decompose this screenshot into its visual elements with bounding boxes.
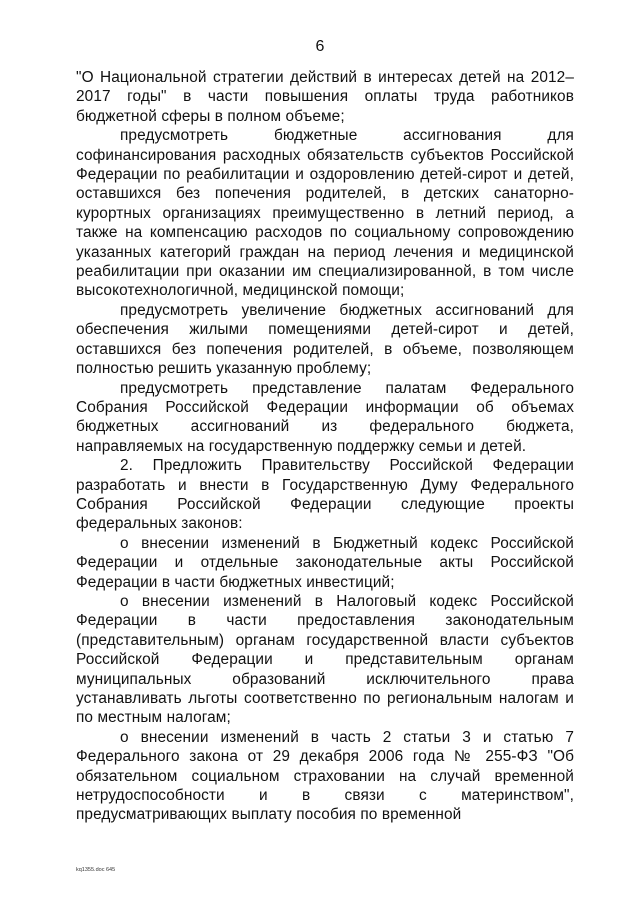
page-number: 6	[315, 38, 325, 55]
paragraph-1: "О Национальной стратегии действий в интересах детей на 2012–2017 годы" в части повышения оплаты труда работников бюджетной сферы в полном объеме;	[76, 69, 574, 125]
footer-doc-id: kq1355.doc 645	[76, 867, 116, 873]
paragraph-7: о внесении изменений в Налоговый кодекс Российской Федерации в части предоставления законодательным (представительным) органам государственной власти субъектов Российской Федерации и представительным органам муниципальных образований исключительного права устанавливать льготы соответственно по региональным налогам и по местным налогам;	[76, 592, 574, 727]
paragraph-5: 2. Предложить Правительству Российской Федерации разработать и внести в Государственную Думу Федерального Собрания Российской Федерации следующие проекты федеральных законов:	[76, 457, 574, 533]
paragraph-4: предусмотреть представление палатам Федерального Собрания Российской Федерации информации об объемах бюджетных ассигнований из федерального бюджета, направляемых на государственную поддержку семьи и детей.	[76, 379, 574, 455]
paragraph-2: предусмотреть бюджетные ассигнования для софинансирования расходных обязательств субъектов Российской Федерации по реабилитации и оздоровлению детей-сирот и детей, оставшихся без попечения родителей, в детских санаторно-курортных организациях преимущественно в летний период, а также на компенсацию расходов по социальному сопровождению указанных категорий граждан на период лечения и медицинской реабилитации при оказании им специализированной, в том числе высокотехнологичной, медицинской помощи;	[76, 127, 574, 300]
paragraph-8: о внесении изменений в часть 2 статьи 3 и статью 7 Федерального закона от 29 декабря 2006 года № 255-ФЗ "Об обязательном социальном страховании на случай временной нетрудоспособности и в связи с материнством", предусматривающих выплату пособия по временной	[76, 728, 574, 824]
document-body	[76, 68, 574, 825]
paragraph-6: о внесении изменений в Бюджетный кодекс Российской Федерации и отдельные законодательные акты Российской Федерации в части бюджетных инвестиций;	[76, 534, 574, 591]
paragraph-3: предусмотреть увеличение бюджетных ассигнований для обеспечения жилыми помещениями детей-сирот и детей, оставшихся без попечения родителей, в объеме, позволяющем полностью решить указанную проблему;	[76, 301, 574, 378]
